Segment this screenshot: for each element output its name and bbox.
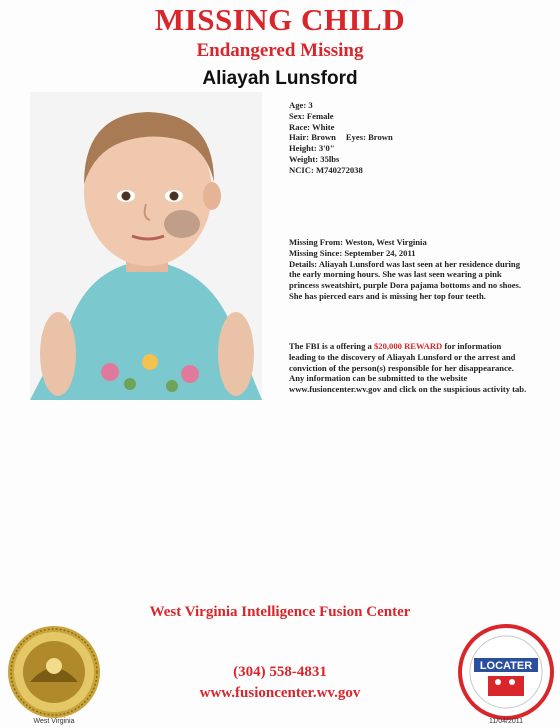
locater-logo-icon: [458, 624, 554, 720]
missing-since-text: Missing Since: September 24, 2011: [289, 247, 416, 258]
reward-intro: The FBI is a offering a: [289, 341, 374, 351]
physical-description: [289, 100, 549, 176]
locater-label: LOCATER: [479, 660, 533, 672]
details-text: Details: Aliayah Lunsford was last seen at her residence during the early morning hours. She was last seen wearing a pink princess sweatshirt, purple Dora pajama bottoms and no shoes. She has pierced ears and is missing her top four teeth.: [289, 258, 522, 301]
race-text: Race: White: [289, 121, 335, 132]
missing-details: [289, 237, 529, 302]
website-link[interactable]: www.fusioncenter.wv.gov: [199, 685, 361, 701]
poster-title: MISSING CHILD: [154, 2, 406, 37]
reward-amount: $20,000 REWARD: [373, 341, 443, 351]
eyes-text: Eyes: Brown: [345, 132, 393, 143]
weight-text: Weight: 35lbs: [289, 153, 340, 164]
height-text: Height: 3'0": [289, 143, 335, 154]
seal-label: West Virginia: [33, 718, 75, 725]
missing-from-text: Missing From: Weston, West Virginia: [289, 237, 427, 247]
reward-paragraph: [289, 341, 529, 395]
agency-name: West Virginia Intelligence Fusion Center: [149, 604, 411, 620]
reward-body: for information leading to the discovery of Aliayah Lunsford or the arrest and conviction of the person(s) responsible for her disappearance. Any information can be submitted to the website www.fusioncenter.wv.gov and click on the suspicious activity tab.: [289, 341, 527, 395]
hair-eyes-row: [289, 132, 549, 143]
sex-text: Sex: Female: [289, 110, 334, 121]
child-name: Aliayah Lunsford: [202, 68, 358, 89]
poster-date: 11/04/2011: [489, 718, 523, 725]
age-text: Age: 3: [289, 100, 313, 110]
child-photo: [30, 92, 262, 400]
phone-number: (304) 558-4831: [233, 664, 327, 680]
poster-subtitle: Endangered Missing: [196, 40, 364, 61]
ncic-text: NCIC: M740272038: [289, 164, 363, 175]
hair-text: Hair: Brown: [289, 132, 336, 143]
